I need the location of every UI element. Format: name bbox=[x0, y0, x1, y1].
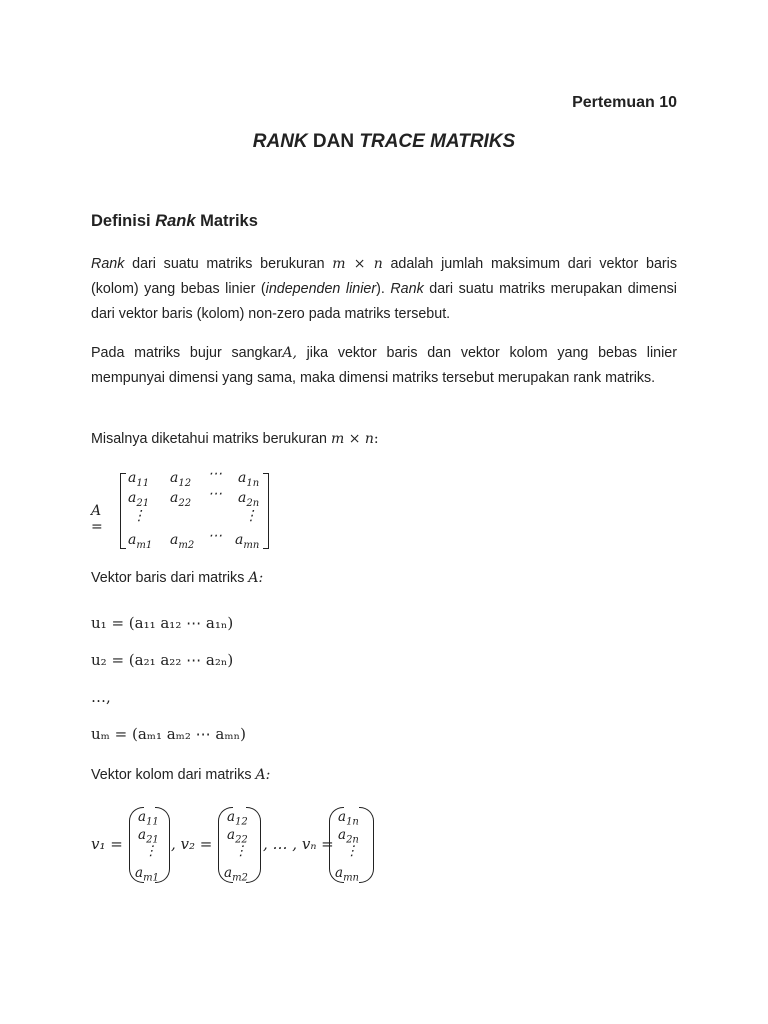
v1-entry: $a_{m1}$ bbox=[135, 865, 159, 884]
paragraph-example bbox=[91, 431, 379, 447]
matrix-cell: ⋯ bbox=[208, 528, 222, 544]
row-vector-ellipsis: …, bbox=[91, 688, 111, 706]
p1-text4: dari suatu matriks merupakan dimensi dari vektor baris (kolom) non-zero pada matriks tersebut. bbox=[91, 281, 677, 322]
v2-entry: $a_{12}$ bbox=[227, 809, 248, 828]
matrix-bracket-right bbox=[263, 473, 269, 549]
paragraph-rank-definition bbox=[91, 252, 677, 327]
matrix-cell: $a_{m1}$ bbox=[128, 532, 153, 551]
v1-entry: $a_{11}$ bbox=[138, 809, 159, 828]
p2-text1: Pada matriks bujur sangkar bbox=[91, 345, 283, 361]
vn-label: , … , vₙ = bbox=[263, 835, 334, 853]
v2-entry: $a_{22}$ bbox=[227, 827, 248, 846]
matrix-cell: $a_{21}$ bbox=[128, 490, 150, 509]
row-vectors-label bbox=[91, 570, 263, 586]
p1-rank2: Rank bbox=[390, 281, 424, 297]
vn-entry: ⋮ bbox=[345, 843, 359, 859]
vn-paren-right bbox=[359, 807, 374, 883]
v1-entry: $a_{21}$ bbox=[138, 827, 159, 846]
column-vectors-a: A: bbox=[255, 767, 271, 783]
matrix-cell: ⋮ bbox=[132, 508, 146, 524]
v2-entry: ⋮ bbox=[234, 843, 248, 859]
page-title bbox=[0, 131, 768, 153]
section-heading bbox=[91, 212, 258, 231]
p2-text2: jika vektor baris dan vektor kolom yang bebas linier mempunyai dimensi yang sama, maka dimensi matriks tersebut merupakan rank matriks. bbox=[91, 345, 677, 386]
v1-entry: ⋮ bbox=[144, 843, 158, 859]
p2-a: A, bbox=[282, 345, 297, 361]
matrix-bracket-left bbox=[120, 473, 126, 549]
vn-entry: $a_{mn}$ bbox=[335, 865, 359, 884]
matrix-cell: $a_{22}$ bbox=[170, 490, 192, 509]
row-vectors-a: A: bbox=[248, 570, 264, 586]
heading-rank: Rank bbox=[155, 212, 196, 230]
p1-independen: independen linier bbox=[265, 281, 377, 297]
matrix-cell: $a_{11}$ bbox=[128, 470, 150, 489]
title-rank: RANK bbox=[252, 131, 308, 152]
p1-text1: dari suatu matriks berukuran bbox=[124, 256, 333, 272]
v2-entry: $a_{m2}$ bbox=[224, 865, 248, 884]
p1-text2: adalah jumlah maksimum dari vektor baris (kolom) yang bebas linier ( bbox=[91, 256, 677, 297]
p1-text3: ). bbox=[376, 281, 391, 297]
meeting-number: Pertemuan 10 bbox=[572, 94, 677, 111]
column-vectors-text: Vektor kolom dari matriks bbox=[91, 767, 256, 783]
matrix-cell: $a_{mn}$ bbox=[235, 532, 260, 551]
heading-pre: Definisi bbox=[91, 212, 156, 230]
matrix-cell: $a_{2n}$ bbox=[238, 490, 260, 509]
vn-entry: $a_{1n}$ bbox=[338, 809, 359, 828]
p3-mxn: m × n bbox=[330, 431, 374, 447]
title-trace: TRACE MATRIKS bbox=[359, 131, 516, 152]
vn-entry: $a_{2n}$ bbox=[338, 827, 359, 846]
matrix-cell: $a_{m2}$ bbox=[170, 532, 195, 551]
v1-paren-right bbox=[155, 807, 170, 883]
v2-label: , v₂ = bbox=[171, 835, 213, 853]
v1-label: v₁ = bbox=[91, 835, 123, 853]
v2-paren-right bbox=[246, 807, 261, 883]
p1-rank: Rank bbox=[91, 256, 125, 272]
p1-mxn: m × n bbox=[332, 256, 383, 272]
matrix-label: A = bbox=[91, 503, 103, 535]
p3-colon: : bbox=[373, 431, 379, 447]
p3-text: Misalnya diketahui matriks berukuran bbox=[91, 431, 331, 447]
row-vector-u2: u₂ = (a₂₁ a₂₂ ⋯ a₂ₙ) bbox=[91, 651, 234, 669]
matrix-cell: ⋯ bbox=[208, 486, 222, 502]
column-vectors-label bbox=[91, 767, 270, 783]
row-vector-um: uₘ = (aₘ₁ aₘ₂ ⋯ aₘₙ) bbox=[91, 725, 246, 743]
matrix-cell: ⋯ bbox=[208, 466, 222, 482]
matrix-cell: ⋮ bbox=[244, 508, 258, 524]
heading-post: Matriks bbox=[195, 212, 258, 230]
row-vector-u1: u₁ = (a₁₁ a₁₂ ⋯ a₁ₙ) bbox=[91, 614, 234, 632]
row-vectors-text: Vektor baris dari matriks bbox=[91, 570, 249, 586]
matrix-cell: $a_{1n}$ bbox=[238, 470, 260, 489]
matrix-cell: $a_{12}$ bbox=[170, 470, 192, 489]
paragraph-square-matrix bbox=[91, 341, 677, 391]
title-dan: DAN bbox=[307, 131, 360, 152]
